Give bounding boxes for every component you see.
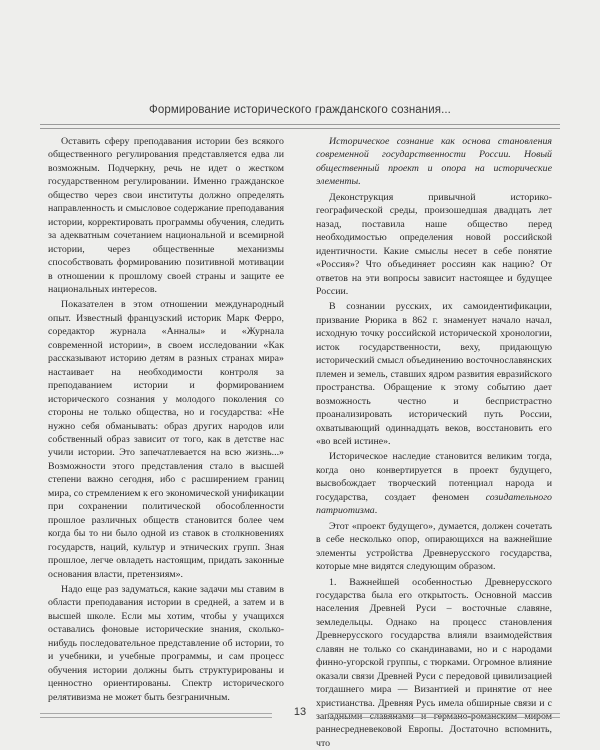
paragraph: Надо еще раз задуматься, какие задачи мы ставим в области преподавания истории в средней, а затем и в высшей школе. Если мы хотим, чтобы у учащихся оставались фоновые исторические знания, сколько-нибудь последовательное представление об истории, то и учебники, и учебные программы, и сам процесс обучения истории должны быть структурированы и ценностно ориентированы. Спектр исторического релятивизма не может быть безграничным. [48,583,284,703]
section-lead: Историческое сознание как основа становления современной государственности России. Новый общественный проект и опора на исторические элементы. [316,136,552,188]
footer-rule-left [40,713,272,718]
paragraph [316,450,552,517]
paragraph: Этот «проект будущего», думается, должен сочетать в себе несколько опор, опирающихся на важнейшие элементы устройства Древнерусского государства, которые мне видятся следующим образом. [316,520,552,573]
paragraph: В сознании русских, их самоидентификации, призвание Рюрика в 862 г. знаменует начало начал, исходную точку российской исторической хронологии, исток государственности, веху, придающую исторический смысл объединению восточнославянских племен и земель, ставших ядром развития евразийского пространства. Обращение к этому событию дает возможность честно и беспристрастно проанализировать исторический путь России, охватывающий одиннадцать веков, восстановить его «во всей истине». [316,301,552,447]
paragraph-text: Историческое наследие становится великим тогда, когда оно конвертируется в проект будущего, высвобождает творческий потенциал народа и государства, создает феномен [316,451,552,503]
paragraph-text: . [374,505,378,517]
header-rule [40,124,560,129]
paragraph: Показателен в этом отношении международный опыт. Известный французский историк Марк Ферро, соредактор журнала «Анналы» и «Журнала современной истории», в своем исследовании «Как рассказывают историю детям в разных странах мира» настаивает на необходимости контроля за преподаванием истории и формированием исторического сознания у молодого поколения со стороны не только общества, но и государства: «Не нужно себя обманывать: образ других народов или собственный образ зависит от того, как в детстве нас учили истории. Это запечатлевается на всю жизнь...» Возможности этого представления стало в высшей степени важно сегодня, ибо с расширением границ мира, со стремлением к его экономической унификации при сохранении политической обособленности прошлое различных обществ становится более чем когда бы то ни было одной из ставок в столкновениях государств, наций, культур и этнических групп. Зная прошлое, легче овладеть настоящим, придать законные основания власти, претензиям». [48,299,284,580]
paragraph: Оставить сферу преподавания истории без всякого общественного регулирования представляется едва ли возможным. Подчеркну, речь не идет о жестком государственном регулировании. Именно гражданское общество через свои институты должно определять направленность и смысловое содержание преподавания истории, корректировать программы обучения, следить за адекватным сочетанием национальной и всемирной истории, через общественные механизмы способствовать формированию позитивной мотивации в отношении к прошлому своей страны и защите ее национальных интересов. [48,136,284,295]
running-header: Формирование исторического гражданского сознания... [149,104,451,116]
footer-rule-right [328,713,560,718]
emphasis-term: созидательного патриотизма [316,491,552,517]
page-number: 13 [293,706,307,718]
right-column [316,135,552,750]
paragraph: 1. Важнейшей особенностью Древнерусского государства была его открытость. Основной массив населения Древней Руси – восточные славяне, земледельцы. Однако на процесс становления Древнерусского государства влияли взаимодействия славян не только со скандинавами, но и с народами финно-угорской группы, с тюрками. Огромное влияние оказали связи Древней Руси с передовой цивилизацией тогдашнего мира — Византией и принятие от нее христианства. Древняя Русь имела обширные связи и с западными славянами и германо-романским миром раннесредневековой Европы. Достаточно вспомнить, что [316,576,552,749]
paragraph: Деконструкция привычной историко-географической среды, произошедшая двадцать лет назад, поставила наше общество перед необходимостью определения новой российской идентичности. Какие смыслы несет в себе понятие «Россия»? Что объединяет россиян как нацию? От ответов на эти вопросы зависит настоящее и будущее России. [316,191,552,297]
left-column [48,135,284,704]
